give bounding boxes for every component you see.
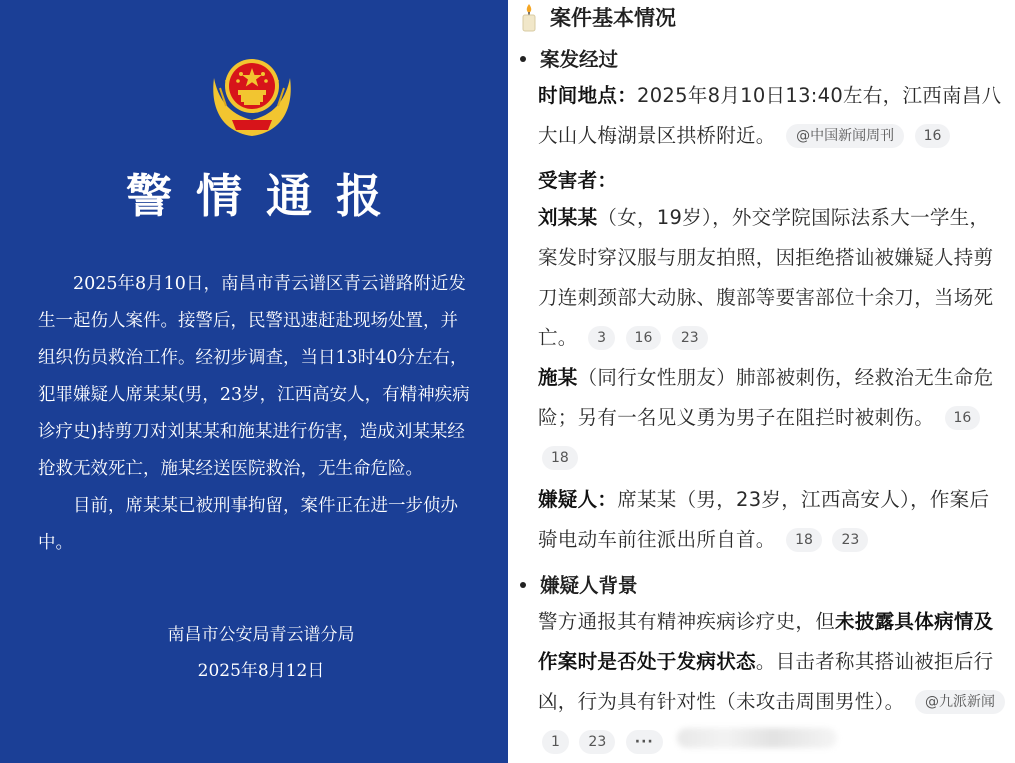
section-case-process [516,44,618,72]
case-summary-panel [508,0,1015,763]
suspect-background-paragraph [538,602,1006,762]
citation-chip[interactable]: 16 [915,124,951,148]
victim-shi-text: （同行女性朋友）肺部被刺伤，经救治无生命危险；另有一名见义勇为男子在阻拦时被刺伤。 [538,366,994,429]
summary-title: 案件基本情况 [550,6,676,30]
background-text-1: 警方通报其有精神疾病诊疗史，但 [538,610,836,633]
source-chip[interactable]: @九派新闻 [915,690,1005,714]
police-emblem-icon [208,48,296,140]
section-title: 案发经过 [540,48,619,71]
citation-chip[interactable]: 23 [579,730,615,754]
victim-liu-text: （女，19岁），外交学院国际法系大一学生，案发时穿汉服与朋友拍照，因拒绝搭讪被嫌疑人持剪刀连刺颈部大动脉、腹部等要害部位十余刀，当场死亡。 [538,206,994,349]
victim-shi-label: 施某 [538,366,578,389]
citation-chip[interactable]: 1 [542,730,569,754]
bullet-icon [520,56,526,62]
suspect-label: 嫌疑人： [538,488,618,511]
suspect-paragraph [538,480,1006,560]
citation-chip[interactable]: 16 [626,326,662,350]
victim-shi-paragraph [538,358,1006,478]
notice-issuer: 南昌市公安局青云谱分局 [167,625,355,645]
citation-chip[interactable]: 16 [945,406,981,430]
summary-header [516,0,676,34]
time-location-label: 时间地点： [538,84,638,107]
citation-chip[interactable]: 18 [542,446,578,470]
candle-icon [516,2,542,32]
citation-chip[interactable]: 18 [786,528,822,552]
background-text-2: 。目击者称其搭讪被拒后行凶，行为具有针对性（未攻击周围男性）。 [538,650,994,713]
victim-heading [538,166,1006,196]
citation-chip[interactable]: 23 [832,528,868,552]
citation-chip[interactable]: 23 [672,326,708,350]
victim-liu-paragraph [538,198,1006,358]
notice-signature [0,617,508,689]
victim-heading-label: 受害者： [538,169,618,192]
more-citations-chip[interactable]: ··· [626,730,663,754]
time-location-text: 2025年8月10日13:40左右，江西南昌八大山人梅湖景区拱桥附近。 [538,84,1002,147]
victim-liu-label: 刘某某 [538,206,598,229]
section-title: 嫌疑人背景 [540,574,638,597]
section-suspect-background [516,570,638,598]
suspect-text: 席某某（男，23岁，江西高安人），作案后骑电动车前往派出所自首。 [538,488,990,551]
bullet-icon [520,582,526,588]
source-chip[interactable]: @中国新闻周刊 [786,124,904,148]
time-location-paragraph [538,76,1006,156]
blurred-content [677,728,837,748]
citation-chip[interactable]: 3 [588,326,615,350]
notice-body [38,266,474,562]
notice-date: 2025年8月12日 [197,661,325,681]
notice-title: 警情通报 [126,169,406,223]
notice-paragraph-1: 2025年8月10日，南昌市青云谱区青云谱路附近发生一起伤人案件。接警后，民警迅速赶赴现场处置，并组织伤员救治工作。经初步调查，当日13时40分左右，犯罪嫌疑人席某某(男，23岁，江西高安人，有精神疾病诊疗史)持剪刀对刘某某和施某进行伤害，造成刘某某经抢救无效死亡，施某经送医院救治，无生命危险。 [38,274,470,479]
background-bold-text: 未披露具体病情及作案时是否处于发病状态 [538,610,994,673]
notice-paragraph-2: 目前，席某某已被刑事拘留，案件正在进一步侦办中。 [38,496,458,553]
